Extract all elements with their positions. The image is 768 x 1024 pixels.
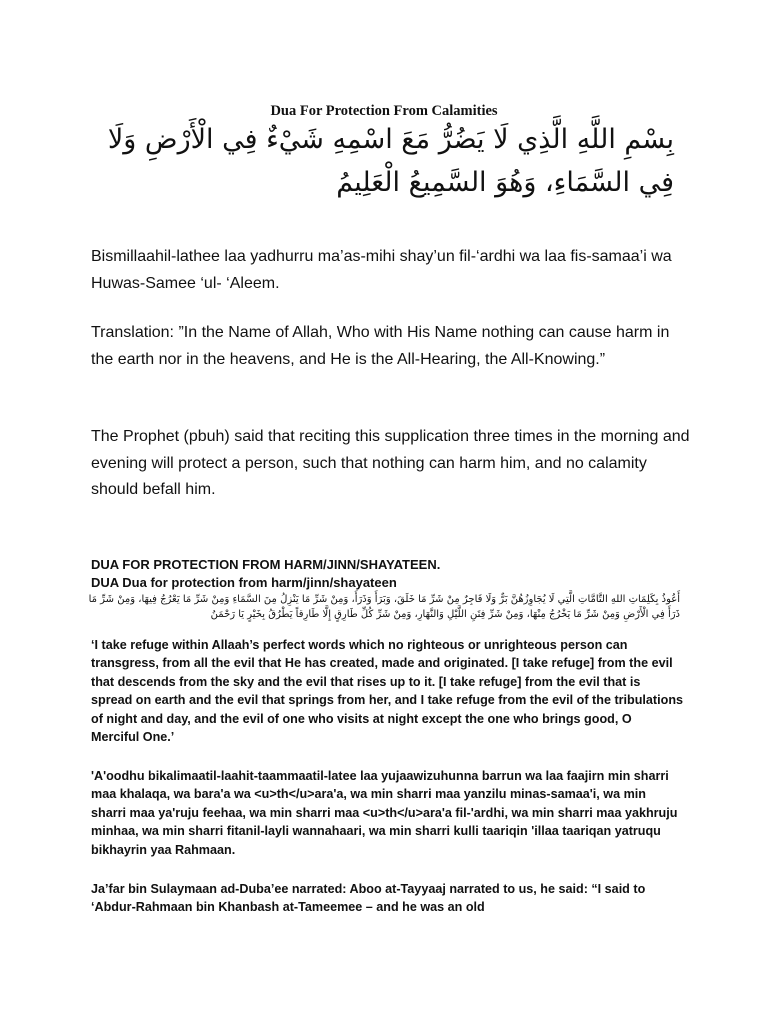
- transliteration-2-paragraph: 'A'oodhu bikalimaatil-laahit-taammaatil-latee laa yujaawizuhunna barrun wa laa faajirn min sharri maa khalaqa, wa bara'a wa <u>th</u>ara'a, wa min sharri maa yanzilu minas-samaa'i, wa min sharri maa ya'ruju feehaa, wa min sharri maa <u>th</u>ara'a fil-'ardhi, wa min sharri maa yakhruju minhaa, wa min sharri fitanil-layli wannahaari, wa min sharri kulli taariqin 'illaa taariqan yatruqu bikhayrin yaa Rahmaan.: [91, 769, 678, 857]
- arabic-dua-text: بِسْمِ اللَّهِ الَّذِي لَا يَضُرُّ مَعَ اسْمِهِ شَيْءٌ فِي الْأَرْضِ وَلَا فِي السَّمَاءِ، وَهُوَ السَّمِيعُ الْعَلِيمُ: [107, 124, 674, 198]
- translation-2-paragraph: ‘I take refuge within Allaah’s perfect words which no righteous or unrighteous person can transgress, from all the evil that He has created, made and originated. [I take refuge] from the evil that descends from the sky and the evil that rises up to it. [I take refuge] from the evil that is spread on earth and the evil that springs from her, and I take refuge from the evil of the tribulations of night and day, and the evil of one who visits at night except the one who brings good, O Merciful One.’: [91, 638, 684, 745]
- translation-paragraph: Translation: ”In the Name of Allah, Who with His Name nothing can cause harm in the earth nor in the heavens, and He is the All-Hearing, the All-Knowing.”: [91, 324, 670, 368]
- narration-paragraph: Ja’far bin Sulaymaan ad-Duba’ee narrated: Aboo at-Tayyaaj narrated to us, he said: “I said to ‘Abdur-Rahmaan bin Khanbash at-Tameemee – and he was an old: [91, 882, 646, 915]
- document-title: Dua For Protection From Calamities: [270, 103, 498, 119]
- section-subheading: DUA Dua for protection from harm/jinn/shayateen: [91, 575, 397, 590]
- section-heading: DUA FOR PROTECTION FROM HARM/JINN/SHAYATEEN.: [91, 557, 441, 572]
- hadith-note-paragraph: The Prophet (pbuh) said that reciting this supplication three times in the morning and evening will protect a person, such that nothing can harm him, and no calamity should befall him.: [91, 428, 690, 498]
- transliteration-paragraph: Bismillaahil-lathee laa yadhurru ma’as-mihi shay’un fil-‘ardhi wa laa fis-samaa’i wa Huwas-Samee ‘ul- ‘Aleem.: [91, 248, 672, 292]
- arabic-long-dua-text: أَعُوذُ بِكَلِمَاتِ اللهِ التَّامَّاتِ الَّتِي لَا يُجَاوِزُهُنَّ بَرٌّ وَلَا فَاجِرٌ مِنْ شَرِّ مَا خَلَقَ، وَبَرَأَ وَذَرَأَ، وَمِنْ شَرِّ مَا يَنْزِلُ مِنَ السَّمَاءِ وَمِنْ شَرِّ مَا يَعْرُجُ فِيهَا، وَمِنْ شَرِّ مَا ذَرَأَ فِي الْأَرْضِ وَمِنْ شَرِّ مَا يَخْرُجُ مِنْهَا، وَمِنْ شَرِّ فِتَنِ اللَّيْلِ وَالنَّهَارِ، وَمِنْ شَرِّ كُلِّ طَارِقٍ إِلَّا طَارِقاً يَطْرُقُ بِخَيْرٍ يَا رَحْمَنُ: [88, 594, 680, 620]
